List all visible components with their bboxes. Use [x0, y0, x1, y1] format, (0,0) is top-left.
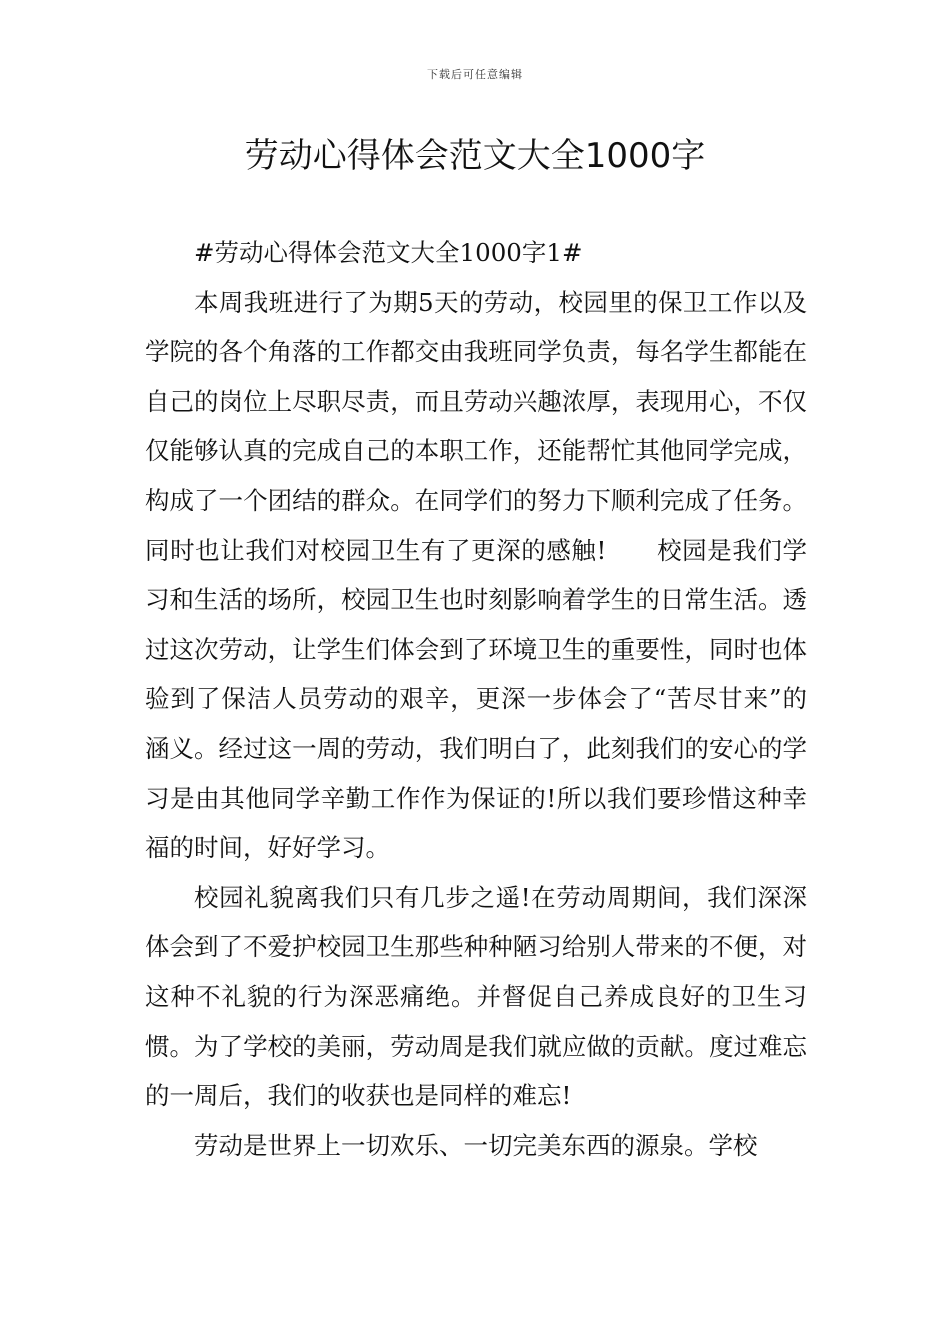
document-body [145, 228, 807, 1170]
header-note: 下载后可任意编辑 [427, 68, 523, 81]
paragraph-2: 校园礼貌离我们只有几步之遥!在劳动周期间，我们深深体会到了不爱护校园卫生那些种种陋习给别人带来的不便，对这种不礼貌的行为深恶痛绝。并督促自己养成良好的卫生习惯。为了学校的美丽，劳动周是我们就应做的贡献。度过难忘的一周后，我们的收获也是同样的难忘! [145, 882, 807, 1111]
section-heading: #劳动心得体会范文大全1000字1# [194, 238, 583, 267]
document-title: 劳动心得体会范文大全1000字 [244, 136, 706, 176]
paragraph-3: 劳动是世界上一切欢乐、一切完美东西的源泉。学校 [194, 1130, 758, 1160]
paragraph-1: 本周我班进行了为期5天的劳动，校园里的保卫工作以及学院的各个角落的工作都交由我班同学负责，每名学生都能在自己的岗位上尽职尽责，而且劳动兴趣浓厚，表现用心，不仅仅能够认真的完成自己的本职工作，还能帮忙其他同学完成，构成了一个团结的群众。在同学们的努力下顺利完成了任务。同时也让我们对校园卫生有了更深的感触! 校园是我们学习和生活的场所，校园卫生也时刻影响着学生的日常生活。透过这次劳动，让学生们体会到了环境卫生的重要性，同时也体验到了保洁人员劳动的艰辛，更深一步体会了“苦尽甘来”的涵义。经过这一周的劳动，我们明白了，此刻我们的安心的学习是由其他同学辛勤工作作为保证的!所以我们要珍惜这种幸福的时间，好好学习。 [145, 287, 807, 863]
